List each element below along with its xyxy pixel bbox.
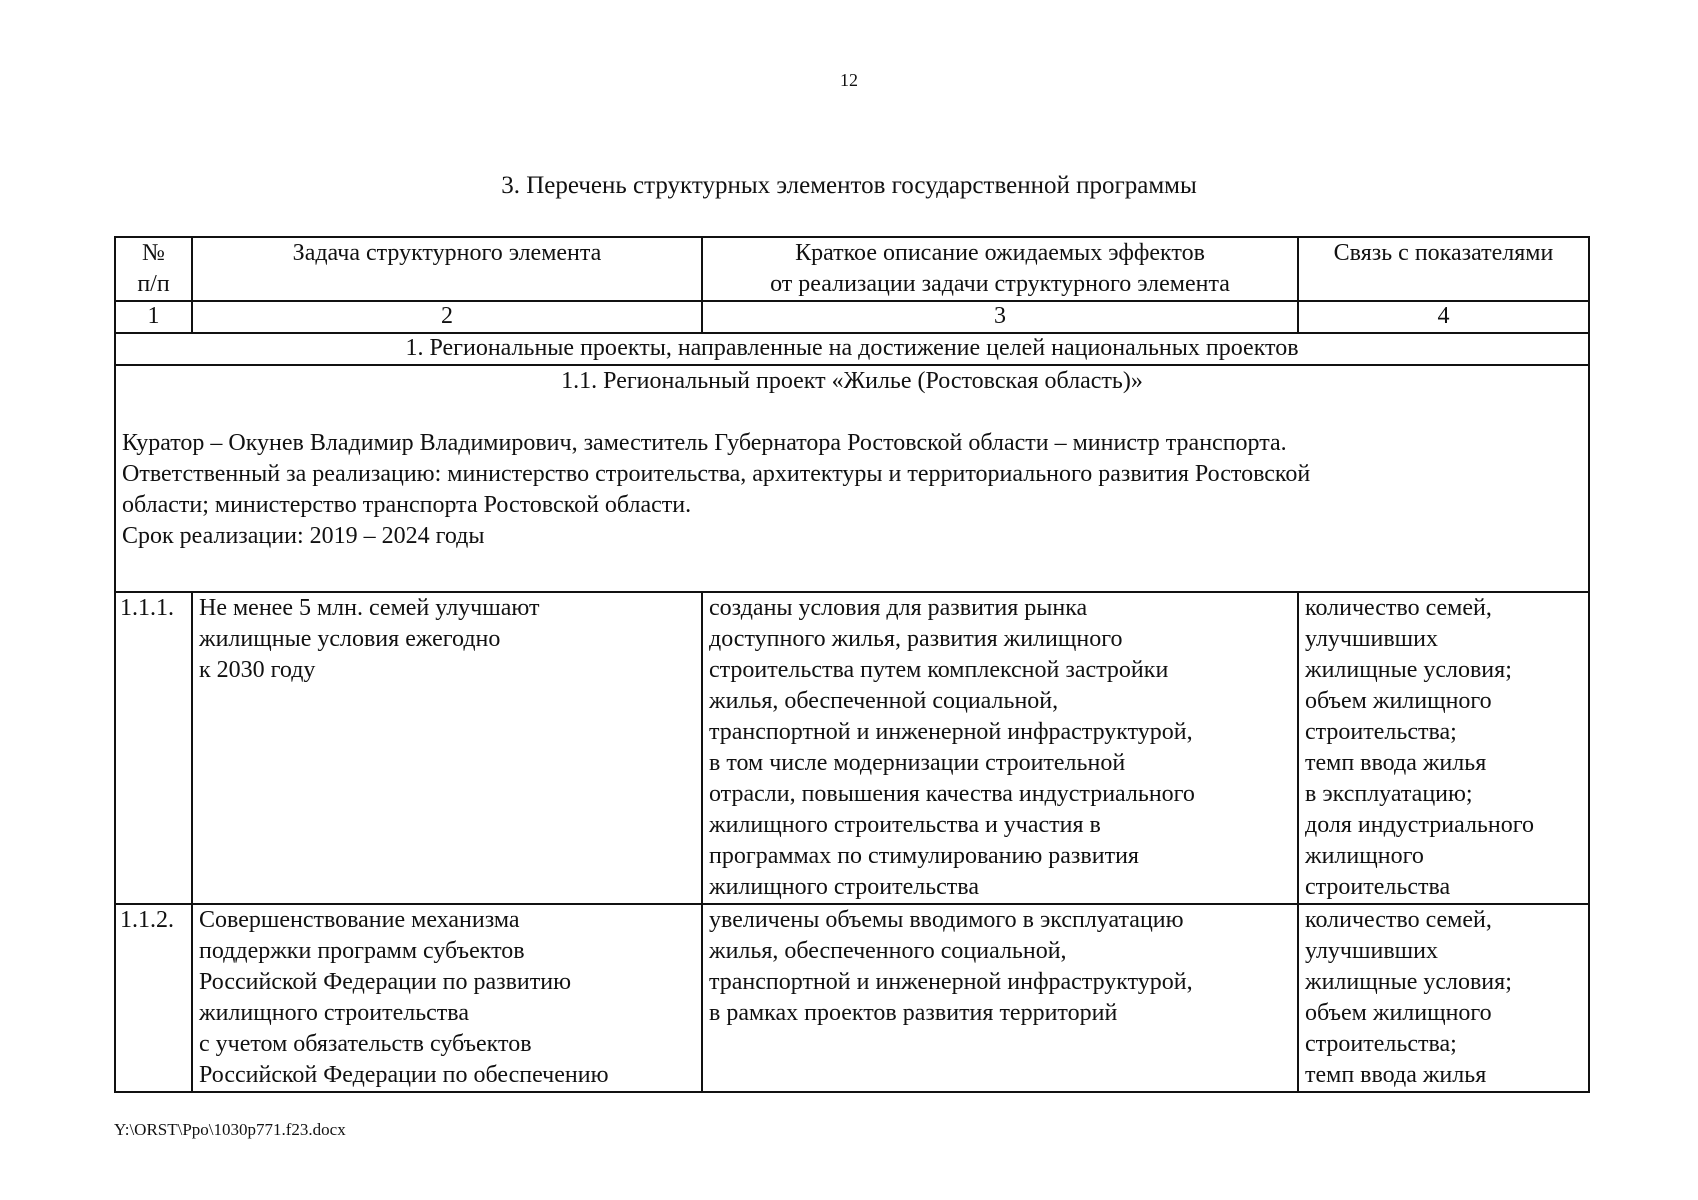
table-row xyxy=(115,592,1589,904)
row-task: Не менее 5 млн. семей улучшают жилищные условия ежегодно к 2030 году xyxy=(192,592,702,904)
footer-file-path: Y:\ORST\Ppo\1030p771.f23.docx xyxy=(114,1120,346,1139)
header-indicators: Связь с показателями xyxy=(1298,237,1589,301)
section-title: 3. Перечень структурных элементов государственной программы xyxy=(501,172,1197,199)
row-indicators: количество семей, улучшивших жилищные условия; объем жилищного строительства; темп ввода жилья xyxy=(1298,904,1589,1092)
group-row xyxy=(115,333,1589,365)
page-number: 12 xyxy=(840,70,858,90)
row-effects: увеличены объемы вводимого в эксплуатацию жилья, обеспеченного социальной, транспортной и инженерной инфраструктурой, в рамках проектов развития территорий xyxy=(702,904,1298,1092)
row-effects: созданы условия для развития рынка доступного жилья, развития жилищного строительства путем комплексной застройки жилья, обеспеченной социальной, транспортной и инженерной инфраструктурой, в том числе модернизации строительной отрасли, повышения качества индустриального жилищного строительства и участия в программах по стимулированию развития жилищного строительства xyxy=(702,592,1298,904)
row-number: 1.1.2. xyxy=(115,904,192,1092)
project-title: 1.1. Региональный проект «Жилье (Ростовская область)» xyxy=(561,368,1143,394)
project-responsible-line2: области; министерство транспорта Ростовской области. xyxy=(122,492,692,518)
column-number: 3 xyxy=(702,301,1298,333)
project-curator: Куратор – Окунев Владимир Владимирович, заместитель Губернатора Ростовской области – министр транспорта. xyxy=(122,430,1287,456)
row-task: Совершенствование механизма поддержки программ субъектов Российской Федерации по развитию жилищного строительства с учетом обязательств субъектов Российской Федерации по обеспечению xyxy=(192,904,702,1092)
project-details xyxy=(122,428,1582,552)
header-effects: Краткое описание ожидаемых эффектов от реализации задачи структурного элемента xyxy=(702,237,1298,301)
project-responsible-line1: Ответственный за реализацию: министерство строительства, архитектуры и территориального развития Ростовской xyxy=(122,461,1311,487)
column-number: 4 xyxy=(1298,301,1589,333)
row-indicators: количество семей, улучшивших жилищные условия; объем жилищного строительства; темп ввода жилья в эксплуатацию; доля индустриального жилищного строительства xyxy=(1298,592,1589,904)
column-number: 1 xyxy=(115,301,192,333)
structural-elements-table xyxy=(114,236,1590,1093)
project-cell xyxy=(115,365,1589,592)
column-number-row xyxy=(115,301,1589,333)
project-row xyxy=(115,365,1589,592)
group-title: 1. Региональные проекты, направленные на достижение целей национальных проектов xyxy=(115,333,1589,365)
column-number: 2 xyxy=(192,301,702,333)
header-task: Задача структурного элемента xyxy=(192,237,702,301)
header-num: № п/п xyxy=(115,237,192,301)
table-row xyxy=(115,904,1589,1092)
project-period: Срок реализации: 2019 – 2024 годы xyxy=(122,523,485,549)
table-header-row xyxy=(115,237,1589,301)
row-number: 1.1.1. xyxy=(115,592,192,904)
